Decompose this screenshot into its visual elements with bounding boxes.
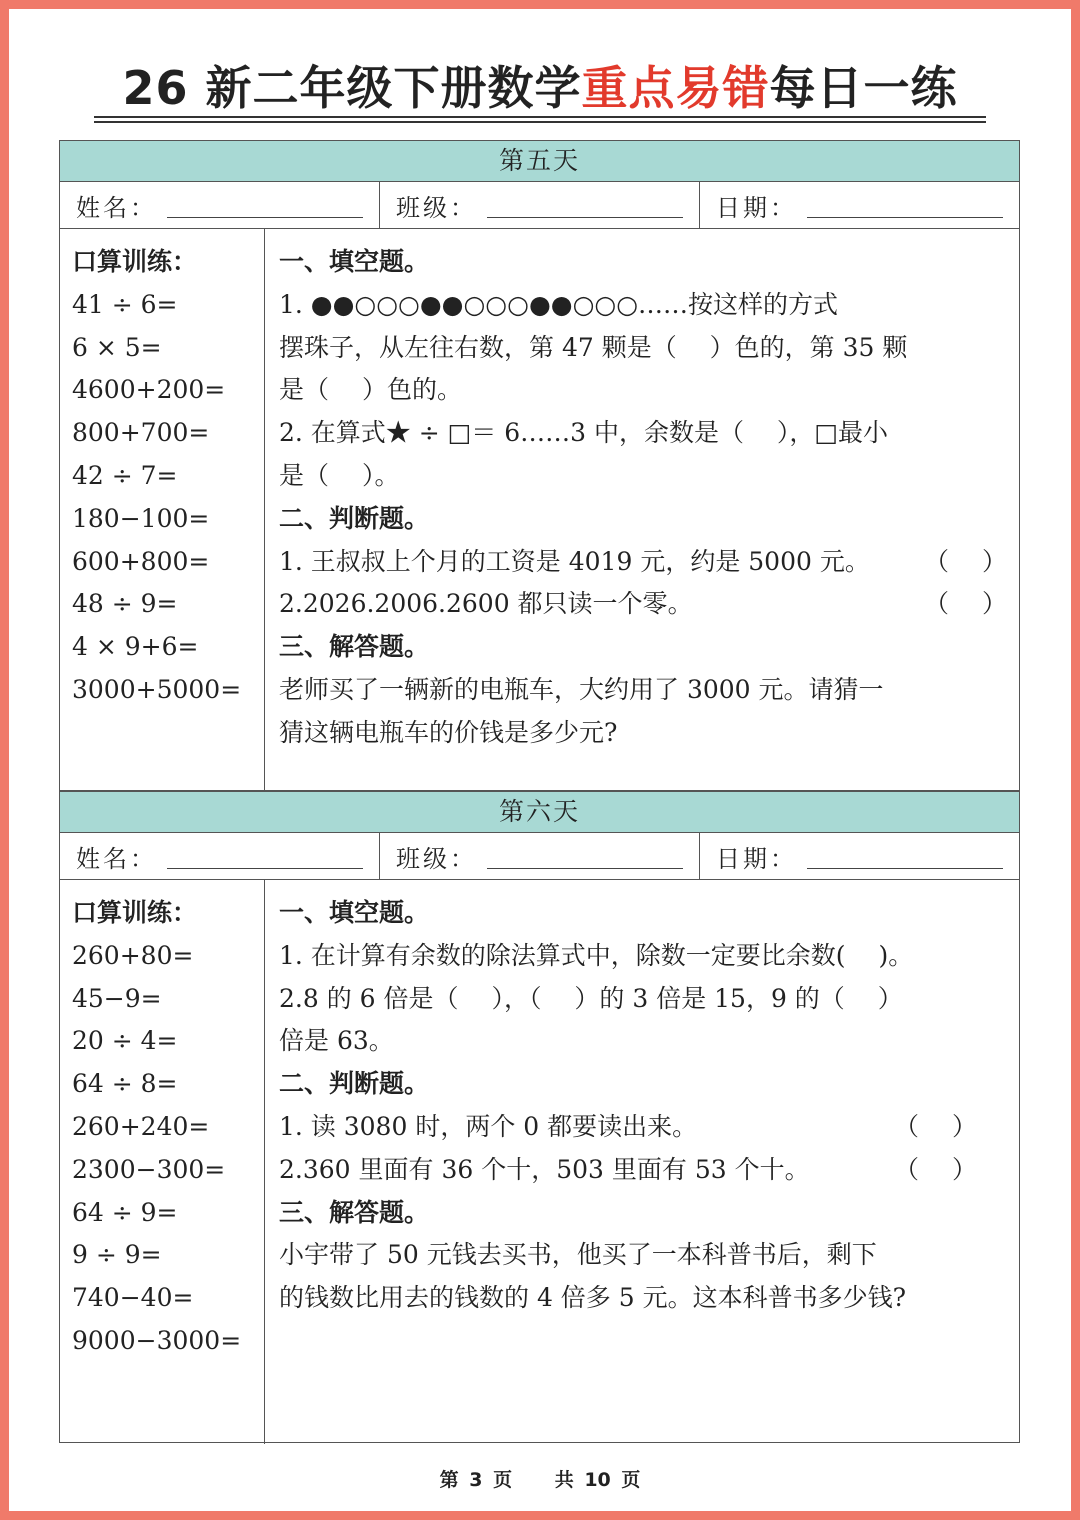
question-line: 的钱数比用去的钱数的 4 倍多 5 元。这本科普书多少钱? (279, 1283, 907, 1313)
name-cell (60, 182, 380, 228)
date-label: 日期： (716, 193, 797, 222)
student-info-row (60, 833, 1019, 880)
title-suffix: 每日一练 (769, 61, 958, 115)
day-sheet-6 (59, 791, 1020, 1443)
page-number: 第 3 页 (439, 1469, 513, 1491)
mental-math-item: 4600+200= (72, 375, 226, 405)
section-heading: 一、填空题。 (279, 247, 430, 276)
question-line: 老师买了一辆新的电瓶车，大约用了 3000 元。请猜一 (279, 674, 884, 704)
mental-math-item: 260+240= (72, 1111, 210, 1141)
exercise-body (60, 880, 1019, 1444)
day-sheet-5 (59, 140, 1020, 791)
exercise-body (60, 229, 1019, 792)
mental-math-item: 48 ÷ 9= (72, 589, 178, 619)
judgment-line (279, 583, 1007, 626)
class-cell (380, 182, 700, 228)
name-label: 姓名： (76, 844, 157, 873)
mental-math-item: 180−100= (72, 503, 210, 533)
mental-math-column (60, 229, 265, 792)
answer-bracket[interactable]: （ ） (894, 1154, 977, 1184)
date-blank[interactable] (807, 203, 1003, 218)
mental-math-item: 740−40= (72, 1283, 194, 1313)
day-header: 第六天 (60, 791, 1019, 833)
page-title (0, 52, 1080, 118)
answer-bracket[interactable]: （ ） (924, 589, 1007, 619)
class-blank[interactable] (487, 854, 683, 869)
class-blank[interactable] (487, 203, 683, 218)
question-line: 1. 在计算有余数的除法算式中，除数一定要比余数( )。 (279, 940, 914, 970)
student-info-row (60, 182, 1019, 229)
judgment-text: 1. 读 3080 时，两个 0 都要读出来。 (279, 1111, 698, 1141)
section-heading: 二、判断题。 (279, 1069, 430, 1099)
mental-math-item: 64 ÷ 8= (72, 1069, 178, 1099)
questions-column (265, 880, 1019, 1444)
page-footer (0, 1465, 1080, 1492)
answer-bracket[interactable]: （ ） (894, 1111, 977, 1141)
mental-math-title: 口算训练： (72, 247, 198, 276)
mental-math-item: 20 ÷ 4= (72, 1026, 178, 1056)
question-line: 猜这辆电瓶车的价钱是多少元? (279, 717, 618, 747)
mental-math-item: 45−9= (72, 983, 162, 1013)
class-label: 班级： (396, 193, 477, 222)
name-blank[interactable] (167, 854, 363, 869)
class-cell (380, 833, 700, 879)
mental-math-item: 64 ÷ 9= (72, 1197, 178, 1227)
mental-math-item: 3000+5000= (72, 674, 242, 704)
date-cell (700, 833, 1019, 879)
answer-bracket[interactable]: （ ） (924, 546, 1007, 576)
question-line: 是（ ）色的。 (279, 375, 462, 405)
mental-math-item: 800+700= (72, 418, 210, 448)
class-label: 班级： (396, 844, 477, 873)
judgment-text: 2.2026.2006.2600 都只读一个零。 (279, 589, 693, 619)
name-blank[interactable] (167, 203, 363, 218)
page-total: 共 10 页 (554, 1469, 641, 1491)
name-label: 姓名： (76, 193, 157, 222)
judgment-line (279, 1149, 1007, 1192)
mental-math-item: 9000−3000= (72, 1325, 242, 1355)
mental-math-title: 口算训练： (72, 898, 198, 927)
title-underline-2 (94, 121, 986, 123)
question-line: 小宇带了 50 元钱去买书，他买了一本科普书后，剩下 (279, 1240, 877, 1270)
title-prefix: 26 新二年级下册数学 (122, 61, 582, 115)
mental-math-item: 4 × 9+6= (72, 632, 199, 662)
judgment-text: 2.360 里面有 36 个十，503 里面有 53 个十。 (279, 1154, 810, 1184)
mental-math-item: 600+800= (72, 546, 210, 576)
judgment-line (279, 541, 1007, 584)
judgment-line (279, 1106, 1007, 1149)
question-line: 是（ ）。 (279, 460, 400, 490)
section-heading: 三、解答题。 (279, 632, 430, 662)
judgment-text: 1. 王叔叔上个月的工资是 4019 元，约是 5000 元。 (279, 546, 870, 576)
mental-math-item: 9 ÷ 9= (72, 1240, 162, 1270)
question-line: 倍是 63。 (279, 1026, 394, 1056)
mental-math-column (60, 880, 265, 1444)
date-cell (700, 182, 1019, 228)
question-line: 2.8 的 6 倍是（ ），（ ）的 3 倍是 15，9 的（ ） (279, 983, 903, 1013)
question-line: 2. 在算式★ ÷ □＝ 6……3 中，余数是（ ），□最小 (279, 418, 889, 448)
section-heading: 三、解答题。 (279, 1197, 430, 1227)
questions-column (265, 229, 1019, 792)
section-heading: 二、判断题。 (279, 503, 430, 533)
mental-math-item: 6 × 5= (72, 332, 162, 362)
mental-math-item: 41 ÷ 6= (72, 289, 178, 319)
date-label: 日期： (716, 844, 797, 873)
title-highlight: 重点易错 (581, 61, 770, 115)
question-line: 1. ●●○○○●●○○○●●○○○……按这样的方式 (279, 289, 839, 319)
title-underline (94, 116, 986, 118)
section-heading: 一、填空题。 (279, 898, 430, 927)
day-header: 第五天 (60, 141, 1019, 182)
mental-math-item: 260+80= (72, 940, 194, 970)
date-blank[interactable] (807, 854, 1003, 869)
question-line: 摆珠子，从左往右数，第 47 颗是（ ）色的，第 35 颗 (279, 332, 908, 362)
name-cell (60, 833, 380, 879)
mental-math-item: 2300−300= (72, 1154, 226, 1184)
mental-math-item: 42 ÷ 7= (72, 460, 178, 490)
